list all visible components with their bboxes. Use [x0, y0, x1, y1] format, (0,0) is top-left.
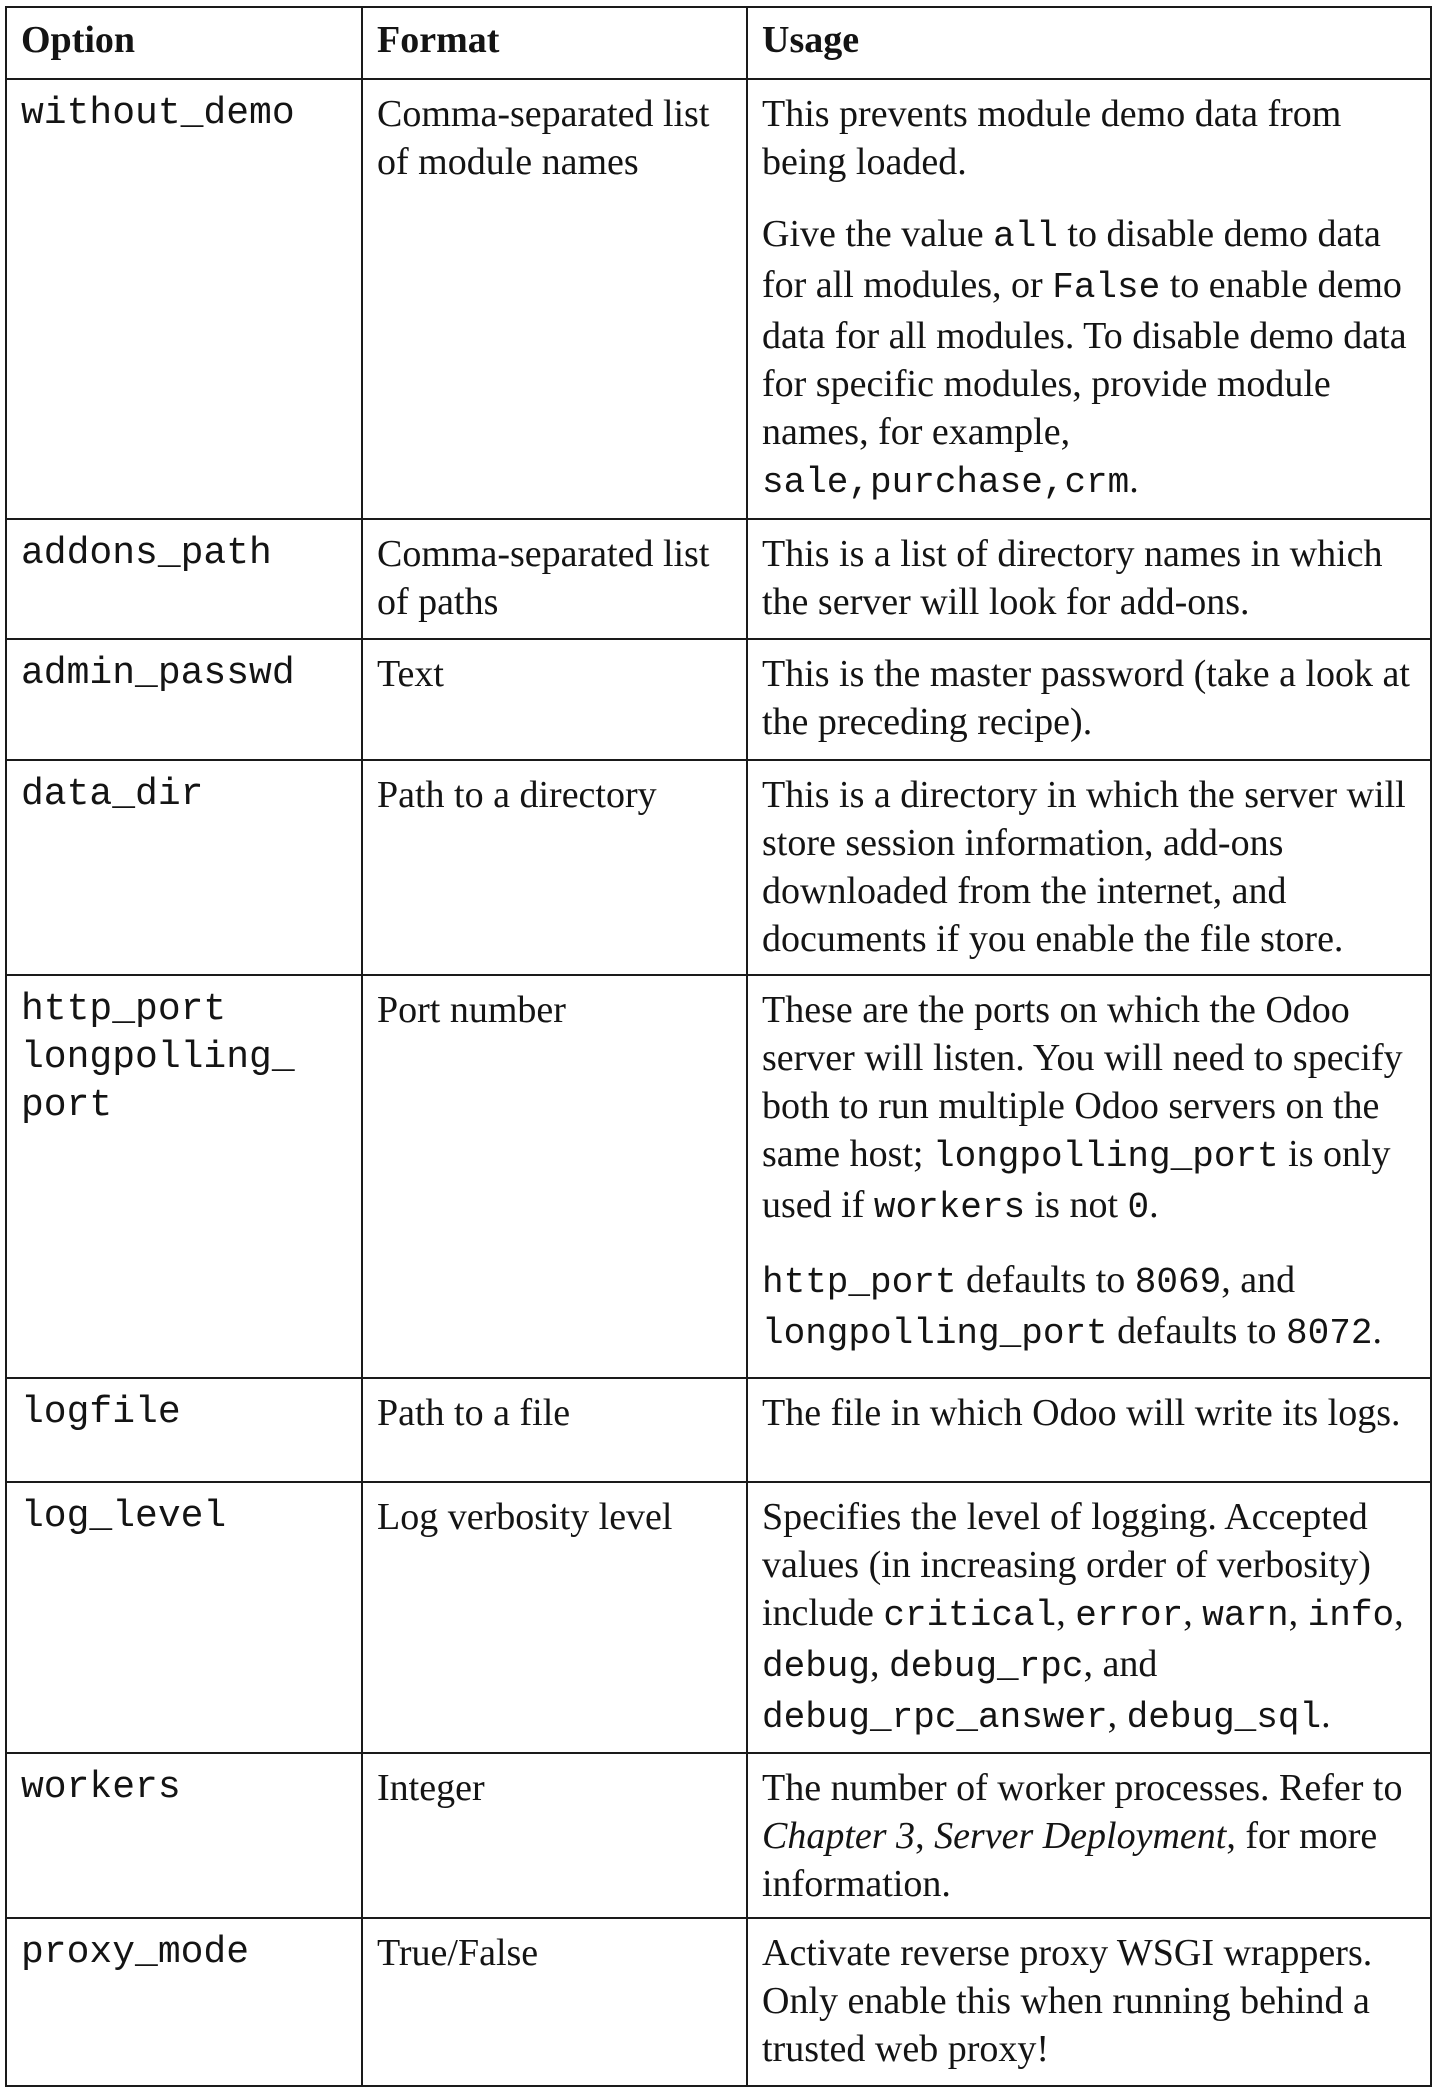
usage-cell: [747, 1918, 1431, 2086]
option-cell: [6, 975, 362, 1377]
usage-text: This is the master password (take a look at the preceding recipe).: [762, 653, 1410, 744]
usage-text: to enable demo data for all modules. To disable demo data for specific modules, provide module names, for example,: [762, 264, 1407, 453]
option-cell: [6, 1378, 362, 1483]
italic-text: Chapter 3: [762, 1814, 916, 1857]
option-name: port: [21, 1084, 113, 1128]
option-name: data_dir: [21, 773, 204, 817]
code-text: 8072: [1286, 1313, 1373, 1355]
code-text: debug_rpc: [889, 1646, 1084, 1688]
format-cell: Text: [362, 639, 747, 760]
usage-paragraph: [762, 1389, 1416, 1437]
usage-text: .: [1321, 1694, 1331, 1737]
usage-text: defaults to: [956, 1259, 1135, 1302]
header-option: Option: [6, 7, 362, 79]
usage-text: The number of worker processes. Refer to: [762, 1766, 1403, 1809]
usage-cell: [747, 639, 1431, 760]
usage-text: , and: [1221, 1259, 1296, 1302]
usage-text: .: [1149, 1184, 1159, 1227]
usage-text: ,: [1056, 1592, 1076, 1635]
usage-text: ,: [1107, 1694, 1127, 1737]
format-cell: Log verbosity level: [362, 1482, 747, 1753]
usage-cell: [747, 79, 1431, 519]
table-row: [6, 1482, 1431, 1753]
option-cell: [6, 760, 362, 975]
format-cell: Comma-separated list of paths: [362, 519, 747, 640]
usage-paragraph: [762, 210, 1416, 507]
usage-paragraph: [762, 986, 1416, 1232]
usage-paragraph: [762, 90, 1416, 186]
code-text: warn: [1202, 1595, 1289, 1637]
usage-paragraph: [762, 1929, 1416, 2073]
usage-text: ,: [1183, 1592, 1203, 1635]
table-row: [6, 519, 1431, 640]
usage-paragraph: [762, 1764, 1416, 1908]
code-text: http_port: [762, 1262, 957, 1304]
table-row: [6, 1753, 1431, 1918]
code-text: debug: [762, 1646, 871, 1688]
usage-paragraph: [762, 1256, 1416, 1358]
usage-text: The file in which Odoo will write its logs.: [762, 1391, 1401, 1434]
option-cell: [6, 1918, 362, 2086]
usage-cell: [747, 1753, 1431, 1918]
option-name: log_level: [21, 1495, 227, 1539]
format-cell: Path to a file: [362, 1378, 747, 1483]
usage-text: ,: [915, 1814, 935, 1857]
usage-cell: [747, 1482, 1431, 1753]
usage-paragraph: [762, 1493, 1416, 1742]
usage-text: Specifies the level of logging. Accepted values (in increasing order of verbosity) include: [762, 1496, 1371, 1635]
code-text: workers: [873, 1187, 1026, 1229]
code-text: 0: [1127, 1187, 1150, 1229]
usage-text: This is a list of directory names in which the server will look for add-ons.: [762, 532, 1383, 623]
usage-paragraph: [762, 530, 1416, 626]
usage-text: Give the value: [762, 213, 994, 255]
header-row: [6, 7, 1431, 79]
option-cell: [6, 519, 362, 640]
code-text: critical: [883, 1595, 1057, 1637]
table-row: [6, 760, 1431, 975]
usage-paragraph: [762, 771, 1416, 963]
table-row: [6, 1378, 1431, 1483]
usage-text: ,: [1394, 1592, 1404, 1635]
usage-text: ,: [870, 1643, 890, 1686]
option-name: without_demo: [21, 92, 295, 135]
option-name: workers: [21, 1765, 181, 1809]
format-cell: Integer: [362, 1753, 747, 1918]
option-name: admin_passwd: [21, 652, 295, 696]
format-cell: Comma-separated list of module names: [362, 79, 747, 519]
usage-paragraph: [762, 650, 1416, 746]
usage-text: This is a directory in which the server will store session information, add-ons downloaded from the internet, and documents if you enable the file store.: [762, 774, 1406, 961]
format-cell: Path to a directory: [362, 760, 747, 975]
usage-text: ,: [1288, 1592, 1308, 1635]
table-row: [6, 79, 1431, 519]
usage-text: , for more information.: [762, 1814, 1378, 1905]
code-text: error: [1075, 1595, 1184, 1637]
format-cell: True/False: [362, 1918, 747, 2086]
code-text: all: [993, 216, 1058, 257]
usage-text: , and: [1083, 1643, 1158, 1686]
code-text: longpolling_port: [762, 1313, 1108, 1355]
usage-text: This prevents module demo data from being loaded.: [762, 93, 1342, 183]
usage-text: .: [1372, 1310, 1382, 1353]
usage-text: is not: [1025, 1184, 1128, 1227]
header-usage: Usage: [747, 7, 1431, 79]
option-cell: [6, 1482, 362, 1753]
usage-text: is only used if: [762, 1133, 1391, 1227]
option-cell: [6, 79, 362, 519]
italic-text: Server Deployment: [934, 1814, 1227, 1857]
header-format: Format: [362, 7, 747, 79]
option-cell: [6, 1753, 362, 1918]
option-name: proxy_mode: [21, 1930, 250, 1974]
usage-text: Activate reverse proxy WSGI wrappers. Only enable this when running behind a trusted web proxy!: [762, 1931, 1373, 2070]
usage-cell: [747, 975, 1431, 1377]
usage-text: defaults to: [1107, 1310, 1287, 1353]
code-text: sale,purchase,crm: [762, 462, 1130, 503]
usage-cell: [747, 760, 1431, 975]
code-text: info: [1307, 1595, 1395, 1637]
option-cell: [6, 639, 362, 760]
usage-text: to disable demo data for all modules, or: [762, 213, 1381, 306]
option-name: longpolling_: [21, 1036, 295, 1080]
code-text: 8069: [1134, 1262, 1222, 1304]
option-name: addons_path: [21, 531, 272, 575]
format-cell: Port number: [362, 975, 747, 1377]
table-row: [6, 639, 1431, 760]
option-name: logfile: [21, 1390, 181, 1434]
option-name: http_port: [21, 988, 227, 1032]
table-row: [6, 975, 1431, 1377]
usage-text: .: [1129, 459, 1139, 501]
code-text: longpolling_port: [932, 1136, 1279, 1178]
code-text: debug_rpc_answer: [762, 1697, 1108, 1739]
table-body: [6, 79, 1431, 2086]
options-table: [5, 6, 1432, 2087]
code-text: debug_sql: [1126, 1697, 1322, 1739]
usage-cell: [747, 1378, 1431, 1483]
usage-text: These are the ports on which the Odoo server will listen. You will need to specify both to run multiple Odoo servers on the same host;: [762, 989, 1403, 1176]
table-row: [6, 1918, 1431, 2086]
code-text: False: [1052, 267, 1161, 308]
usage-cell: [747, 519, 1431, 640]
